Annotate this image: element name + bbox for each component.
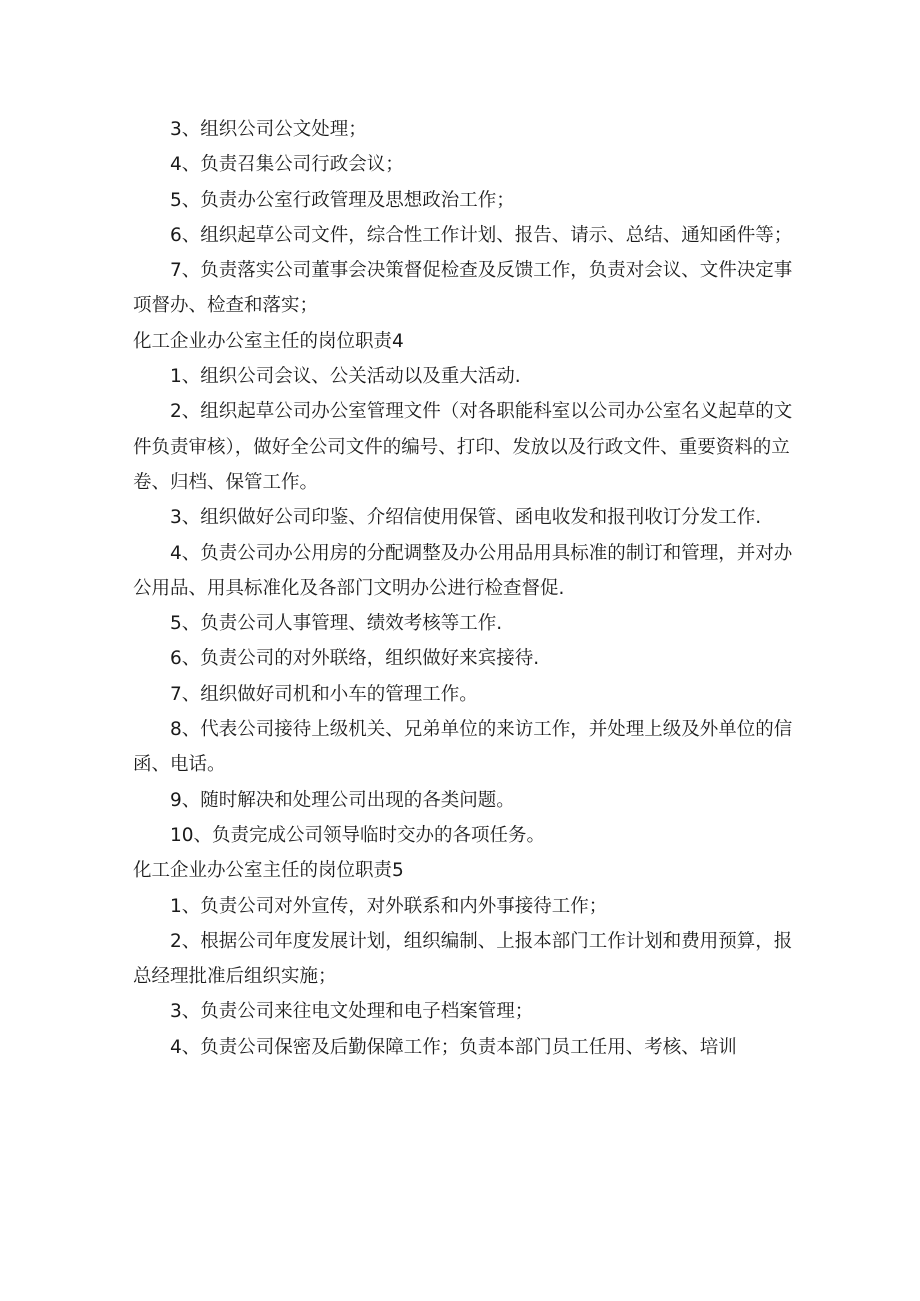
list-item: 1、负责公司对外宣传，对外联系和内外事接待工作； [170,895,608,917]
document-body [133,112,793,1065]
section-heading: 化工企业办公室主任的岗位职责5 [133,860,404,882]
list-item: 4、负责公司保密及后勤保障工作；负责本部门员工任用、考核、培训 [170,1036,737,1058]
list-item: 2、组织起草公司办公室管理文件（对各职能科室以公司办公室名义起草的文件负责审核），做好全公司文件的编号、打印、发放以及行政文件、重要资料的立卷、归档、保管工作。 [133,401,793,493]
list-item: 4、负责公司办公用房的分配调整及办公用品用具标准的制订和管理，并对办公用品、用具标准化及各部门文明办公进行检查督促. [133,542,793,599]
list-item: 5、负责办公室行政管理及思想政治工作； [170,189,515,211]
list-item: 4、负责召集公司行政会议； [170,154,404,176]
list-item: 2、根据公司年度发展计划，组织编制、上报本部门工作计划和费用预算，报总经理批准后组织实施； [133,930,793,988]
list-item: 3、组织做好公司印鉴、介绍信使用保管、函电收发和报刊收订分发工作. [170,507,762,529]
list-item: 8、代表公司接待上级机关、兄弟单位的来访工作，并处理上级及外单位的信函、电话。 [133,719,793,776]
list-item: 3、组织公司公文处理； [170,119,367,140]
list-item: 6、组织起草公司文件，综合性工作计划、报告、请示、总结、通知函件等； [170,224,793,246]
list-item: 7、组织做好司机和小车的管理工作。 [170,683,478,705]
list-item: 7、负责落实公司董事会决策督促检查及反馈工作，负责对会议、文件决定事项督办、检查和落实； [133,260,793,317]
list-item: 9、随时解决和处理公司出现的各类问题。 [170,789,515,811]
section-heading: 化工企业办公室主任的岗位职责4 [133,330,404,352]
list-item: 5、负责公司人事管理、绩效考核等工作. [170,613,503,635]
list-item: 3、负责公司来往电文处理和电子档案管理； [170,1001,534,1023]
list-item: 6、负责公司的对外联络，组织做好来宾接待. [170,648,540,670]
list-item: 10、负责完成公司领导临时交办的各项任务。 [170,824,546,846]
list-item: 1、组织公司会议、公关活动以及重大活动. [170,366,521,388]
